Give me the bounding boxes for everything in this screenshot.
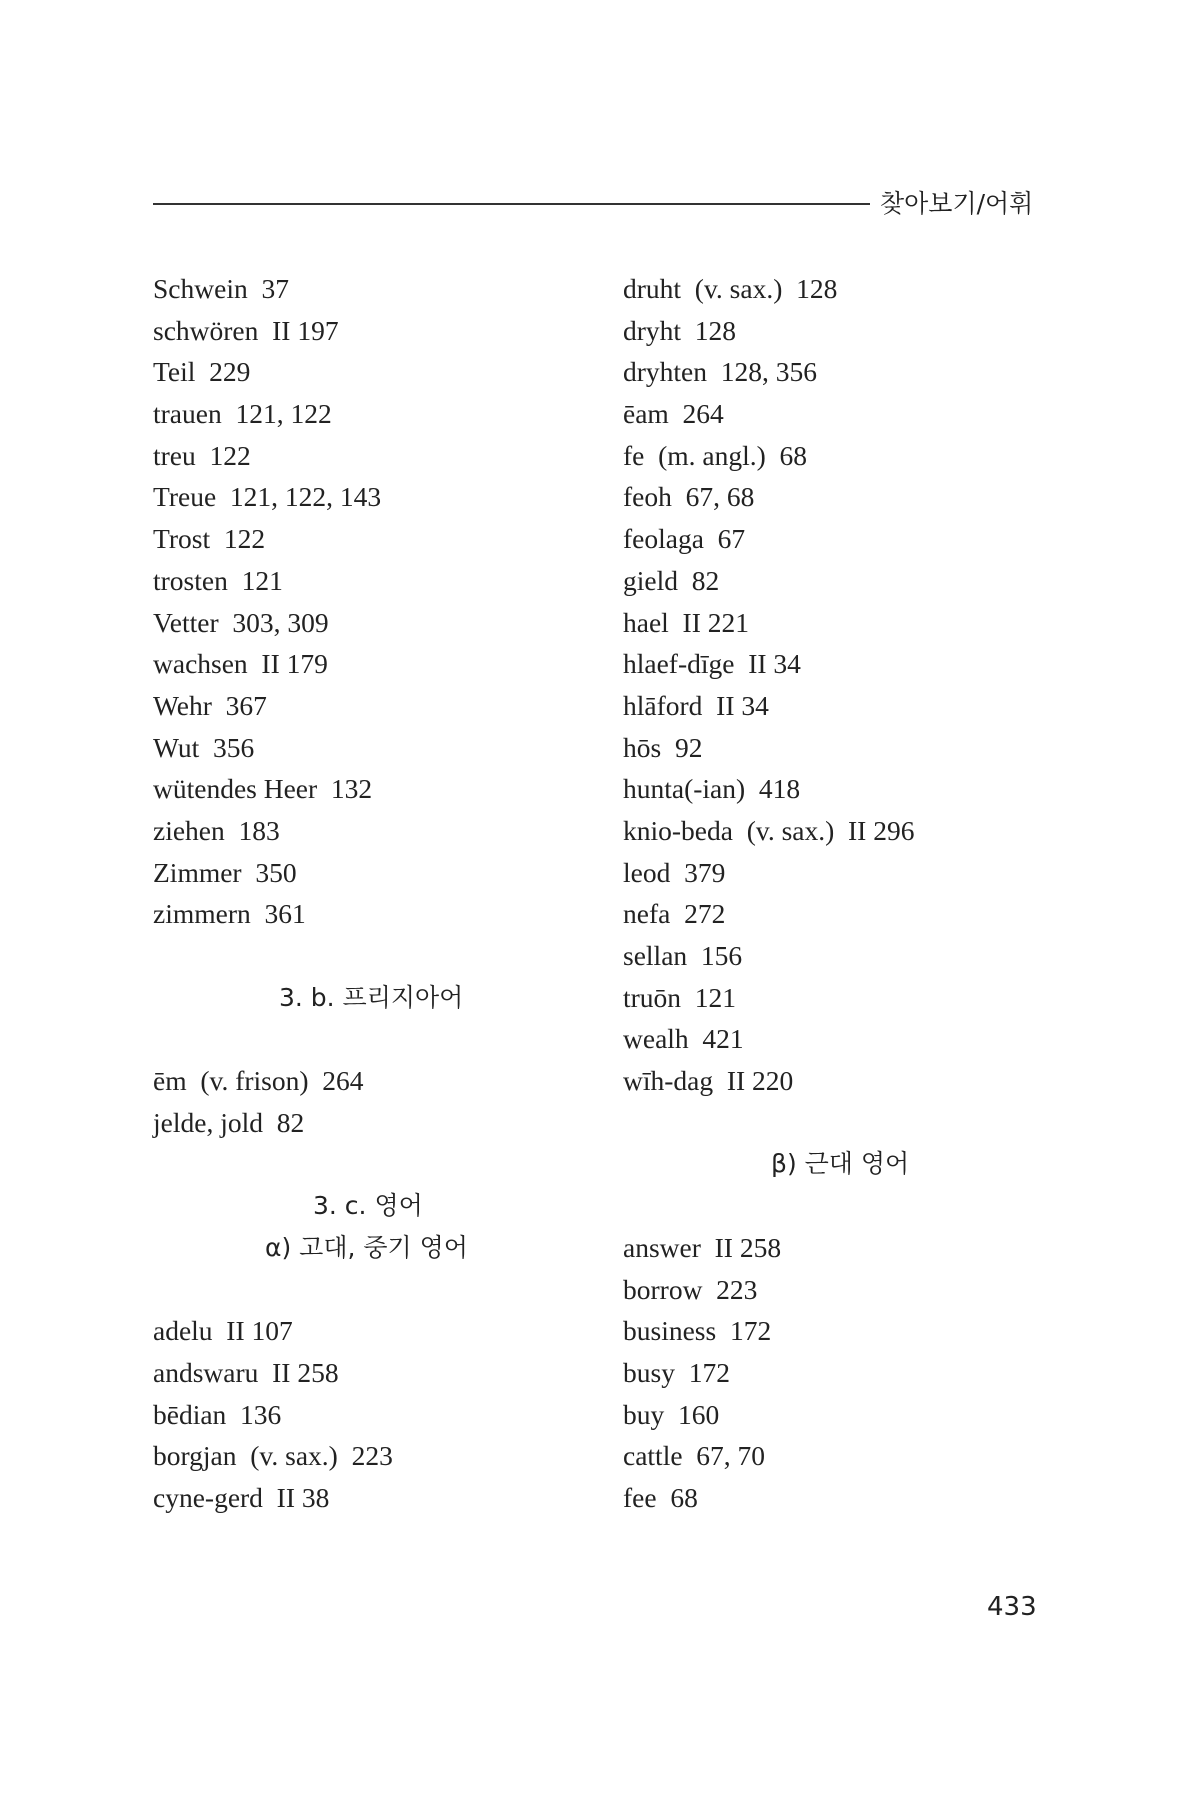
subsection-heading-old-middle-english: α) 고대, 중기 영어 <box>265 1232 468 1262</box>
index-entry: hōs 92 <box>623 731 703 763</box>
index-entry: busy 172 <box>623 1356 730 1388</box>
index-entry: ziehen 183 <box>153 814 280 846</box>
index-entry: druht (v. sax.) 128 <box>623 273 838 304</box>
old-english-entries-continued <box>623 268 1103 1102</box>
index-entry: schwören II 197 <box>153 314 339 346</box>
index-column-left <box>153 268 593 1519</box>
index-entry: wealh 421 <box>623 1023 744 1055</box>
index-entry: borgjan (v. sax.) 223 <box>153 1440 393 1472</box>
header-rule <box>153 203 870 205</box>
index-entry: cattle 67, 70 <box>623 1440 766 1472</box>
index-entry: ēm (v. frison) 264 <box>153 1065 364 1097</box>
spacer <box>623 1185 1103 1227</box>
old-english-entries <box>153 1310 593 1518</box>
spacer <box>153 935 593 977</box>
index-entry: hael II 221 <box>623 606 749 638</box>
index-entry: fe (m. angl.) 68 <box>623 439 808 471</box>
index-entry: knio-beda (v. sax.) II 296 <box>623 814 915 846</box>
index-entry: bēdian 136 <box>153 1398 282 1430</box>
index-entry: answer II 258 <box>623 1231 782 1263</box>
running-header: 찾아보기/어휘 <box>880 189 1034 218</box>
index-entry: wīh-dag II 220 <box>623 1065 794 1097</box>
index-entry: nefa 272 <box>623 898 726 930</box>
index-column-right <box>623 268 1103 1519</box>
index-entry: Teil 229 <box>153 356 251 388</box>
index-entry: jelde, jold 82 <box>153 1106 305 1138</box>
index-entry: truōn 121 <box>623 981 737 1013</box>
section-heading-frisian: 3. b. 프리지아어 <box>279 982 464 1012</box>
index-entry: adelu II 107 <box>153 1315 293 1347</box>
spacer <box>153 1018 593 1060</box>
index-entry: Schwein 37 <box>153 273 289 304</box>
spacer <box>153 1269 593 1311</box>
index-entry: Vetter 303, 309 <box>153 606 329 638</box>
index-entry: dryhten 128, 356 <box>623 356 818 388</box>
index-entry: wachsen II 179 <box>153 648 328 680</box>
spacer <box>623 1102 1103 1144</box>
modern-english-entries <box>623 1227 1103 1519</box>
index-entry: ēam 264 <box>623 398 724 430</box>
index-entry: leod 379 <box>623 856 726 888</box>
index-entry: Zimmer 350 <box>153 856 297 888</box>
section-heading-english: 3. c. 영어 <box>313 1191 423 1221</box>
index-entry: cyne-gerd II 38 <box>153 1481 330 1513</box>
index-entry: gield 82 <box>623 564 720 596</box>
index-entry: zimmern 361 <box>153 898 306 930</box>
index-entry: treu 122 <box>153 439 251 471</box>
index-entry: hlaef-dīge II 34 <box>623 648 801 680</box>
index-entry: Trost 122 <box>153 523 266 555</box>
index-entry: feolaga 67 <box>623 523 746 555</box>
subsection-heading-modern-english: β) 근대 영어 <box>771 1149 910 1179</box>
index-entry: wütendes Heer 132 <box>153 773 373 805</box>
german-entries <box>153 268 593 935</box>
index-entry: trosten 121 <box>153 564 283 596</box>
index-entry: hunta(-ian) 418 <box>623 773 801 805</box>
index-entry: sellan 156 <box>623 940 743 971</box>
index-entry: business 172 <box>623 1315 772 1347</box>
spacer <box>153 1143 593 1185</box>
index-entry: feoh 67, 68 <box>623 481 755 513</box>
index-entry: hlāford II 34 <box>623 689 769 721</box>
index-entry: Treue 121, 122, 143 <box>153 481 382 513</box>
index-entry: Wehr 367 <box>153 689 267 721</box>
index-entry: trauen 121, 122 <box>153 398 332 430</box>
index-entry: dryht 128 <box>623 314 737 346</box>
page-number: 433 <box>987 1592 1037 1622</box>
index-entry: fee 68 <box>623 1481 698 1513</box>
index-entry: andswaru II 258 <box>153 1356 339 1388</box>
index-entry: Wut 356 <box>153 731 255 763</box>
index-entry: borrow 223 <box>623 1273 758 1305</box>
index-entry: buy 160 <box>623 1398 720 1430</box>
frisian-entries <box>153 1060 593 1143</box>
